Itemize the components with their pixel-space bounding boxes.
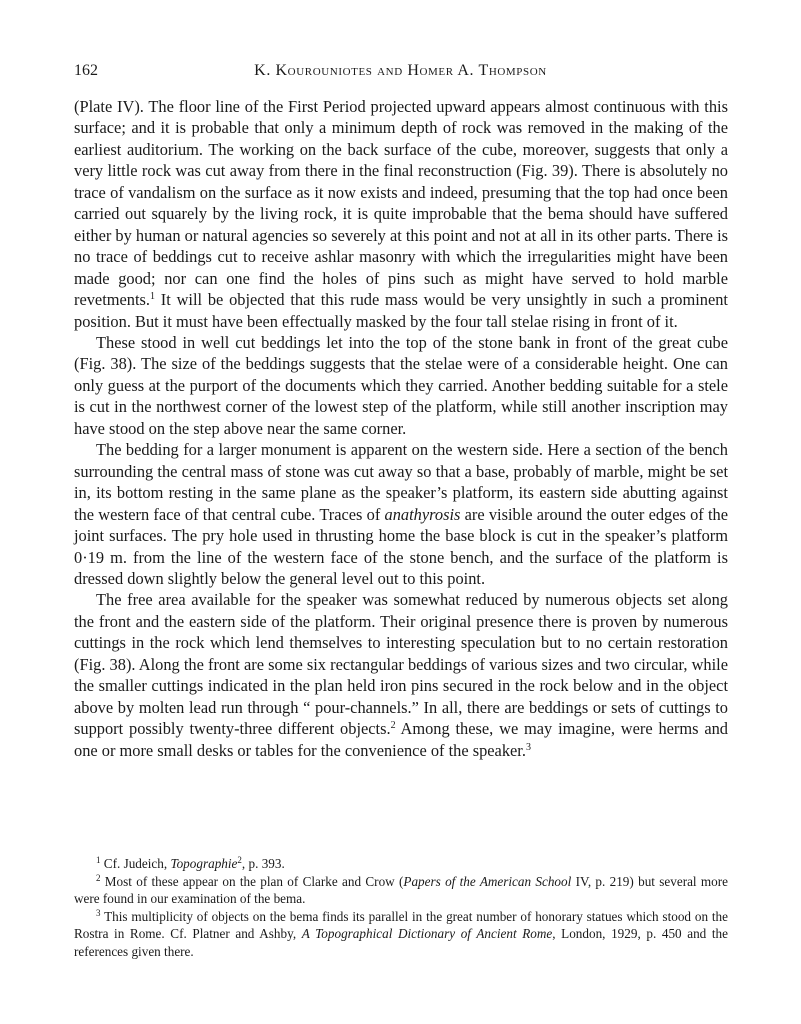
text-run: It will be objected that this rude mass would be very unsightly in such a prominent position. But it must have been effectually masked by the four tall stelae rising in front of it.	[74, 290, 728, 331]
footnote-marker: 3	[96, 907, 101, 918]
footnote-marker: 1	[150, 291, 156, 303]
text-run: The bedding for a larger monument is apparent on the western side. Here a section of the bench surrounding the central mass of stone was cut away so that a base, probably of marble, might be set in, its bottom resting in the same plane as the speaker’s platform, its eastern side abutting against the western face of that central cube. Traces of	[74, 440, 728, 524]
italic-text: Topographie	[170, 856, 238, 871]
text-run: are visible around the outer edges of the joint surfaces. The pry hole used in thrusting home the base block is cut in the speaker’s platform 0·19 m. from the line of the western face of the stone bench, and the surface of the platform is dressed down slightly below the general level out to this point.	[74, 504, 729, 588]
body-text	[74, 96, 728, 761]
text-run: Among these, we may imagine, were herms and one or more small desks or tables for the convenience of the speaker.	[74, 719, 729, 760]
text-run: , London, 1929, p. 450 and the references given there.	[74, 926, 728, 959]
footnote-marker: 2	[96, 872, 101, 883]
text-run: (Plate IV). The floor line of the First Period projected upward appears almost continuous with this surface; and it is probable that only a minimum depth of rock was removed in the making of the earliest auditorium. The working on the back surface of the cube, moreover, suggests that only a very little rock was cut away from there in the final reconstruction (Fig. 39). There is absolutely no trace of vandalism on the surface as it now exists and indeed, presuming that the top had once been carried out squarely by the living rock, it is quite improbable that the bema should have suffered either by human or natural agencies so severely at this point and not at all in its other parts. There is no trace of beddings cut to receive ashlar masonry with which the irregularities might have been made good; nor can one find the holes of pins such as might have served to hold marble revetments.	[74, 97, 728, 310]
text-run: These stood in well cut beddings let into the top of the stone bank in front of the great cube (Fig. 38). The size of the beddings suggests that the stelae were of a considerable height. One can only guess at the purport of the documents which they carried. Another bedding suitable for a stele is cut in the northwest corner of the lowest step of the platform, while still another inscription may have stood on the step above near the same corner.	[74, 332, 728, 438]
footnotes	[74, 855, 728, 960]
italic-text: anathyrosis	[384, 504, 461, 524]
text-run: IV, p. 219) but several more were found in our examination of the bema.	[74, 873, 729, 906]
text-run: Most of these appear on the plan of Clarke and Crow (	[100, 873, 404, 889]
footnote	[74, 855, 728, 873]
text-run: This multiplicity of objects on the bema finds its parallel in the great number of honorary statues which stood on the Rostra in Rome. Cf. Platner and Ashby,	[74, 908, 728, 941]
footnote	[74, 873, 728, 908]
text-run: Cf. Judeich,	[100, 856, 171, 871]
footnote-marker: 3	[525, 741, 531, 753]
page-number: 162	[74, 62, 98, 79]
footnote-marker: 2	[237, 855, 242, 865]
paragraph	[74, 96, 728, 332]
italic-text: A Topographical Dictionary of Ancient Rome	[301, 926, 553, 941]
footnote-marker: 1	[96, 855, 101, 865]
text-run: , p. 393.	[241, 856, 285, 871]
paragraph	[74, 332, 728, 439]
paragraph	[74, 439, 728, 589]
italic-text: Papers of the American School	[403, 873, 572, 889]
text-run: The free area available for the speaker was somewhat reduced by numerous objects set along the front and the eastern side of the platform. Their original presence there is proven by numerous cuttings in the rock which lend themselves to interesting speculation but to no certain restoration (Fig. 38). Along the front are some six rectangular beddings of various sizes and two circular, while the smaller cuttings indicated in the plan held iron pins secured in the rock below and in the object above by molten lead run through “ pour-channels.” In all, there are beddings or sets of cuttings to support possibly twenty-three different objects.	[74, 590, 728, 739]
paragraph	[74, 589, 728, 761]
running-title: K. Kourouniotes and Homer A. Thompson	[254, 62, 547, 79]
page-header	[74, 62, 727, 86]
footnote	[74, 908, 728, 961]
footnote-marker: 2	[390, 720, 396, 732]
